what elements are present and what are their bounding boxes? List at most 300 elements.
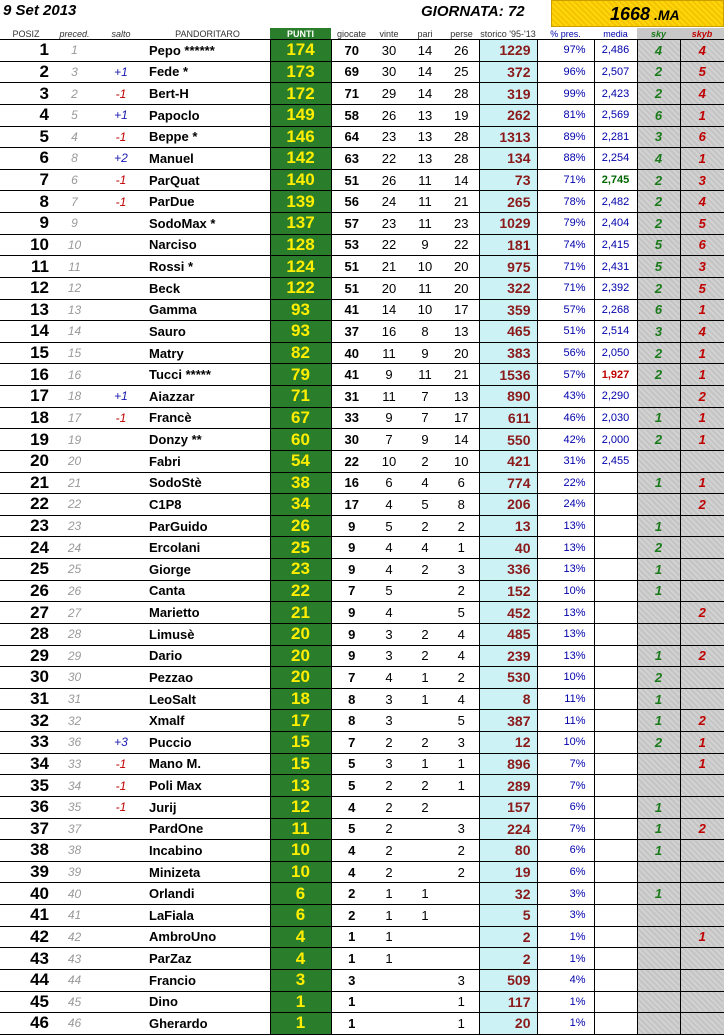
sky-cell: 4 [637, 40, 680, 62]
lost-cell: 1 [444, 1013, 479, 1035]
won-cell: 2 [372, 732, 406, 754]
jump-cell: -1 [97, 126, 145, 148]
drawn-cell: 13 [406, 104, 444, 126]
skyb-cell [680, 688, 724, 710]
table-row [0, 667, 724, 689]
previous-rank-cell: 46 [52, 1013, 97, 1035]
sky-cell [637, 991, 680, 1013]
presence-cell: 1% [537, 1013, 594, 1035]
player-name-cell: Canta [145, 580, 270, 602]
table-row [0, 321, 724, 343]
player-name-cell: Xmalf [145, 710, 270, 732]
sky-cell: 2 [637, 191, 680, 213]
skyb-cell: 1 [680, 407, 724, 429]
sky-cell [637, 948, 680, 970]
drawn-cell: 1 [406, 688, 444, 710]
won-cell: 4 [372, 559, 406, 581]
sky-cell: 1 [637, 515, 680, 537]
won-cell: 20 [372, 277, 406, 299]
sky-cell: 6 [637, 299, 680, 321]
played-cell: 2 [331, 905, 372, 927]
player-name-cell: Poli Max [145, 775, 270, 797]
header-pari: pari [406, 28, 444, 40]
table-row [0, 342, 724, 364]
lost-cell: 4 [444, 688, 479, 710]
player-name-cell: Gamma [145, 299, 270, 321]
lost-cell: 2 [444, 580, 479, 602]
jump-cell [97, 537, 145, 559]
average-cell [594, 732, 637, 754]
average-cell [594, 667, 637, 689]
jump-cell [97, 494, 145, 516]
history-cell: 13 [479, 515, 537, 537]
player-name-cell: Beck [145, 277, 270, 299]
lost-cell: 3 [444, 818, 479, 840]
played-cell: 5 [331, 818, 372, 840]
presence-cell: 42% [537, 429, 594, 451]
lost-cell: 1 [444, 537, 479, 559]
won-cell: 4 [372, 667, 406, 689]
table-row [0, 991, 724, 1013]
previous-rank-cell: 19 [52, 429, 97, 451]
points-cell: 11 [270, 818, 331, 840]
drawn-cell: 11 [406, 277, 444, 299]
jump-cell [97, 515, 145, 537]
lost-cell: 26 [444, 40, 479, 62]
rank-cell: 2 [0, 61, 52, 83]
won-cell: 3 [372, 753, 406, 775]
played-cell: 1 [331, 991, 372, 1013]
drawn-cell: 2 [406, 775, 444, 797]
lost-cell: 17 [444, 299, 479, 321]
average-cell [594, 688, 637, 710]
jump-cell [97, 645, 145, 667]
played-cell: 4 [331, 861, 372, 883]
drawn-cell: 2 [406, 450, 444, 472]
previous-rank-cell: 44 [52, 969, 97, 991]
header-posiz: POSIZ [0, 28, 52, 40]
played-cell: 58 [331, 104, 372, 126]
table-row [0, 861, 724, 883]
player-name-cell: PardOne [145, 818, 270, 840]
points-cell: 3 [270, 969, 331, 991]
played-cell: 9 [331, 559, 372, 581]
history-cell: 2 [479, 948, 537, 970]
presence-cell: 7% [537, 775, 594, 797]
player-name-cell: Ercolani [145, 537, 270, 559]
presence-cell: 43% [537, 386, 594, 408]
history-cell: 975 [479, 256, 537, 278]
lost-cell: 1 [444, 991, 479, 1013]
drawn-cell: 1 [406, 753, 444, 775]
rank-cell: 24 [0, 537, 52, 559]
previous-rank-cell: 18 [52, 386, 97, 408]
table-row [0, 213, 724, 235]
won-cell: 1 [372, 948, 406, 970]
average-cell [594, 969, 637, 991]
jump-cell [97, 883, 145, 905]
average-cell: 2,290 [594, 386, 637, 408]
average-cell: 2,486 [594, 40, 637, 62]
skyb-cell: 1 [680, 364, 724, 386]
lost-cell: 28 [444, 126, 479, 148]
played-cell: 7 [331, 667, 372, 689]
rank-cell: 31 [0, 688, 52, 710]
table-row [0, 277, 724, 299]
skyb-cell [680, 883, 724, 905]
points-cell: 82 [270, 342, 331, 364]
sky-cell [637, 623, 680, 645]
average-cell [594, 753, 637, 775]
won-cell: 1 [372, 926, 406, 948]
rank-cell: 6 [0, 148, 52, 170]
presence-cell: 89% [537, 126, 594, 148]
header-salto: salto [97, 28, 145, 40]
player-name-cell: Pezzao [145, 667, 270, 689]
sky-cell [637, 602, 680, 624]
skyb-cell [680, 537, 724, 559]
jump-cell [97, 40, 145, 62]
average-cell: 2,404 [594, 213, 637, 235]
player-name-cell: Sauro [145, 321, 270, 343]
table-row [0, 299, 724, 321]
drawn-cell: 11 [406, 364, 444, 386]
player-name-cell: ParZaz [145, 948, 270, 970]
won-cell: 2 [372, 840, 406, 862]
table-row [0, 840, 724, 862]
points-cell: 71 [270, 386, 331, 408]
player-name-cell: ParQuat [145, 169, 270, 191]
presence-cell: 10% [537, 580, 594, 602]
average-cell: 2,431 [594, 256, 637, 278]
average-cell [594, 1013, 637, 1035]
played-cell: 71 [331, 83, 372, 105]
rank-cell: 23 [0, 515, 52, 537]
won-cell: 26 [372, 104, 406, 126]
lost-cell: 3 [444, 969, 479, 991]
lost-cell: 3 [444, 732, 479, 754]
player-name-cell: ParGuido [145, 515, 270, 537]
presence-cell: 11% [537, 688, 594, 710]
rank-cell: 28 [0, 623, 52, 645]
average-cell: 2,482 [594, 191, 637, 213]
jump-cell [97, 277, 145, 299]
points-cell: 67 [270, 407, 331, 429]
previous-rank-cell: 33 [52, 753, 97, 775]
average-cell [594, 623, 637, 645]
presence-cell: 6% [537, 861, 594, 883]
average-cell [594, 645, 637, 667]
lost-cell: 28 [444, 83, 479, 105]
player-name-cell: Orlandi [145, 883, 270, 905]
previous-rank-cell: 41 [52, 905, 97, 927]
previous-rank-cell: 31 [52, 688, 97, 710]
drawn-cell [406, 991, 444, 1013]
player-name-cell: Francè [145, 407, 270, 429]
table-row [0, 191, 724, 213]
jump-cell: -1 [97, 775, 145, 797]
history-cell: 383 [479, 342, 537, 364]
table-row [0, 126, 724, 148]
played-cell: 53 [331, 234, 372, 256]
table-row [0, 472, 724, 494]
won-cell: 10 [372, 450, 406, 472]
won-cell: 7 [372, 429, 406, 451]
skyb-cell [680, 905, 724, 927]
previous-rank-cell: 1 [52, 40, 97, 62]
average-cell [594, 472, 637, 494]
jump-cell [97, 342, 145, 364]
rank-cell: 21 [0, 472, 52, 494]
drawn-cell: 9 [406, 234, 444, 256]
won-cell: 2 [372, 861, 406, 883]
points-cell: 17 [270, 710, 331, 732]
drawn-cell: 13 [406, 126, 444, 148]
history-cell: 485 [479, 623, 537, 645]
presence-cell: 51% [537, 321, 594, 343]
rank-cell: 3 [0, 83, 52, 105]
presence-cell: 6% [537, 840, 594, 862]
history-cell: 19 [479, 861, 537, 883]
table-row [0, 169, 724, 191]
average-cell: 2,415 [594, 234, 637, 256]
played-cell: 41 [331, 364, 372, 386]
lost-cell [444, 796, 479, 818]
won-cell: 14 [372, 299, 406, 321]
table-row [0, 796, 724, 818]
history-cell: 1029 [479, 213, 537, 235]
points-cell: 20 [270, 623, 331, 645]
jump-cell: +1 [97, 104, 145, 126]
table-row [0, 905, 724, 927]
lost-cell: 8 [444, 494, 479, 516]
played-cell: 22 [331, 450, 372, 472]
player-name-cell: Francio [145, 969, 270, 991]
rank-cell: 40 [0, 883, 52, 905]
history-cell: 2 [479, 926, 537, 948]
history-cell: 206 [479, 494, 537, 516]
drawn-cell: 2 [406, 732, 444, 754]
skyb-cell: 1 [680, 342, 724, 364]
previous-rank-cell: 20 [52, 450, 97, 472]
drawn-cell: 2 [406, 796, 444, 818]
previous-rank-cell: 37 [52, 818, 97, 840]
won-cell: 2 [372, 818, 406, 840]
history-cell: 387 [479, 710, 537, 732]
previous-rank-cell: 30 [52, 667, 97, 689]
history-cell: 80 [479, 840, 537, 862]
rank-cell: 41 [0, 905, 52, 927]
previous-rank-cell: 2 [52, 83, 97, 105]
won-cell: 2 [372, 796, 406, 818]
skyb-cell: 1 [680, 753, 724, 775]
points-cell: 10 [270, 840, 331, 862]
player-name-cell: Donzy ** [145, 429, 270, 451]
header-perse: perse [444, 28, 479, 40]
points-cell: 54 [270, 450, 331, 472]
previous-rank-cell: 14 [52, 321, 97, 343]
jump-cell [97, 948, 145, 970]
table-row [0, 926, 724, 948]
lost-cell: 5 [444, 602, 479, 624]
played-cell: 63 [331, 148, 372, 170]
won-cell: 5 [372, 515, 406, 537]
table-row [0, 623, 724, 645]
skyb-cell: 3 [680, 169, 724, 191]
drawn-cell: 2 [406, 623, 444, 645]
lost-cell: 13 [444, 321, 479, 343]
jump-cell: -1 [97, 169, 145, 191]
points-cell: 23 [270, 559, 331, 581]
previous-rank-cell: 4 [52, 126, 97, 148]
average-cell [594, 905, 637, 927]
points-cell: 21 [270, 602, 331, 624]
header-media: media [594, 28, 637, 40]
jump-cell: -1 [97, 796, 145, 818]
presence-cell: 1% [537, 991, 594, 1013]
points-cell: 79 [270, 364, 331, 386]
skyb-cell: 4 [680, 40, 724, 62]
points-cell: 18 [270, 688, 331, 710]
average-cell: 2,030 [594, 407, 637, 429]
jump-cell [97, 818, 145, 840]
table-row [0, 61, 724, 83]
history-cell: 336 [479, 559, 537, 581]
points-cell: 20 [270, 645, 331, 667]
presence-cell: 71% [537, 277, 594, 299]
rank-cell: 39 [0, 861, 52, 883]
skyb-cell [680, 559, 724, 581]
points-cell: 38 [270, 472, 331, 494]
sky-cell: 1 [637, 688, 680, 710]
sky-cell: 3 [637, 321, 680, 343]
won-cell: 4 [372, 494, 406, 516]
player-name-cell: Gherardo [145, 1013, 270, 1035]
header-pres: % pres. [537, 28, 594, 40]
presence-cell: 1% [537, 948, 594, 970]
rank-cell: 29 [0, 645, 52, 667]
played-cell: 9 [331, 537, 372, 559]
previous-rank-cell: 34 [52, 775, 97, 797]
points-cell: 124 [270, 256, 331, 278]
drawn-cell [406, 818, 444, 840]
player-name-cell: C1P8 [145, 494, 270, 516]
jump-cell [97, 234, 145, 256]
played-cell: 8 [331, 710, 372, 732]
presence-cell: 6% [537, 796, 594, 818]
presence-cell: 13% [537, 515, 594, 537]
sky-cell: 2 [637, 732, 680, 754]
average-cell [594, 710, 637, 732]
points-cell: 6 [270, 905, 331, 927]
points-cell: 60 [270, 429, 331, 451]
presence-cell: 13% [537, 645, 594, 667]
skyb-cell: 2 [680, 602, 724, 624]
sky-cell: 1 [637, 559, 680, 581]
presence-cell: 10% [537, 667, 594, 689]
previous-rank-cell: 35 [52, 796, 97, 818]
header-vinte: vinte [372, 28, 406, 40]
points-cell: 140 [270, 169, 331, 191]
jump-cell [97, 861, 145, 883]
jump-cell [97, 710, 145, 732]
history-cell: 509 [479, 969, 537, 991]
header-storico: storico '95-'13 [480, 28, 536, 39]
presence-cell: 96% [537, 61, 594, 83]
presence-cell: 13% [537, 602, 594, 624]
jump-cell [97, 364, 145, 386]
drawn-cell: 14 [406, 83, 444, 105]
previous-rank-cell: 38 [52, 840, 97, 862]
skyb-cell: 6 [680, 126, 724, 148]
won-cell: 22 [372, 234, 406, 256]
average-cell [594, 602, 637, 624]
rank-cell: 20 [0, 450, 52, 472]
player-name-cell: Narciso [145, 234, 270, 256]
table-row [0, 732, 724, 754]
lost-cell: 2 [444, 861, 479, 883]
lost-cell: 23 [444, 213, 479, 235]
history-cell: 152 [479, 580, 537, 602]
points-cell: 34 [270, 494, 331, 516]
won-cell: 29 [372, 83, 406, 105]
player-name-cell: Mano M. [145, 753, 270, 775]
history-cell: 890 [479, 386, 537, 408]
previous-rank-cell: 15 [52, 342, 97, 364]
average-cell: 2,514 [594, 321, 637, 343]
skyb-cell [680, 450, 724, 472]
lost-cell: 1 [444, 753, 479, 775]
jump-cell [97, 429, 145, 451]
drawn-cell: 13 [406, 148, 444, 170]
average-cell: 2,745 [594, 169, 637, 191]
sky-cell: 6 [637, 104, 680, 126]
lost-cell: 20 [444, 277, 479, 299]
rank-cell: 4 [0, 104, 52, 126]
player-name-cell: LaFiala [145, 905, 270, 927]
history-cell: 611 [479, 407, 537, 429]
played-cell: 51 [331, 256, 372, 278]
presence-cell: 97% [537, 40, 594, 62]
presence-cell: 78% [537, 191, 594, 213]
player-name-cell: Papoclo [145, 104, 270, 126]
previous-rank-cell: 25 [52, 559, 97, 581]
presence-cell: 81% [537, 104, 594, 126]
points-cell: 174 [270, 40, 331, 62]
header-pandoritaro: PANDORITARO [145, 28, 270, 40]
history-cell: 465 [479, 321, 537, 343]
history-cell: 774 [479, 472, 537, 494]
skyb-cell [680, 861, 724, 883]
previous-rank-cell: 22 [52, 494, 97, 516]
points-cell: 20 [270, 667, 331, 689]
won-cell: 4 [372, 602, 406, 624]
jump-cell [97, 840, 145, 862]
history-cell: 20 [479, 1013, 537, 1035]
skyb-cell: 2 [680, 645, 724, 667]
presence-cell: 99% [537, 83, 594, 105]
points-cell: 10 [270, 861, 331, 883]
player-name-cell: SodoMax * [145, 213, 270, 235]
rank-cell: 37 [0, 818, 52, 840]
skyb-cell: 5 [680, 277, 724, 299]
won-cell: 3 [372, 688, 406, 710]
previous-rank-cell: 24 [52, 537, 97, 559]
average-cell [594, 559, 637, 581]
rank-cell: 43 [0, 948, 52, 970]
history-cell: 289 [479, 775, 537, 797]
drawn-cell: 9 [406, 429, 444, 451]
